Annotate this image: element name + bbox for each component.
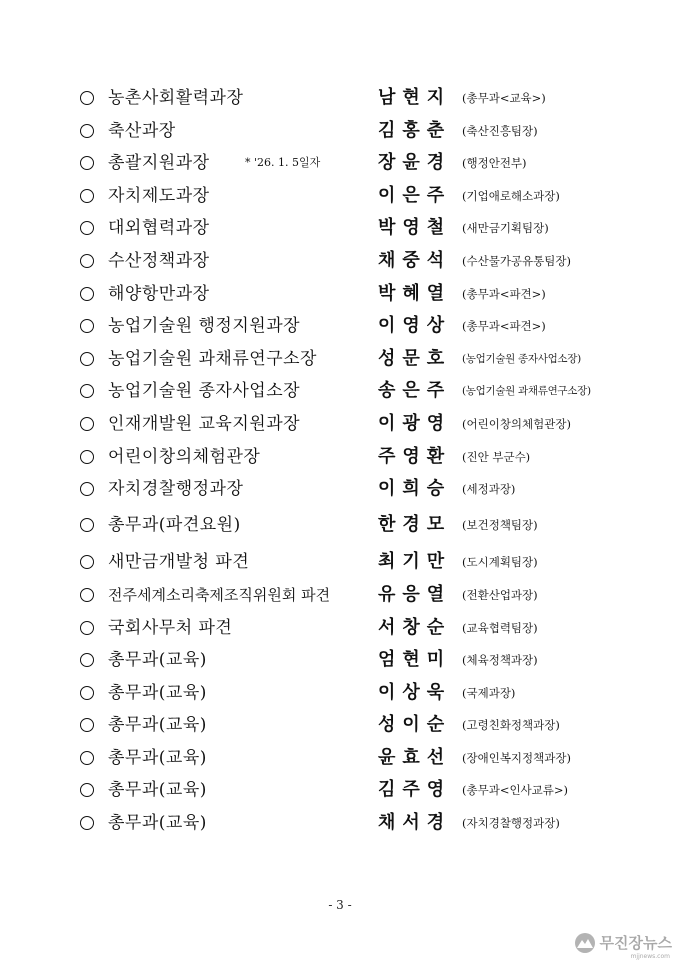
appointee-name: 성이순	[378, 714, 452, 736]
appointee-name: 채중석	[378, 249, 452, 271]
circle-bullet-icon	[80, 588, 94, 602]
previous-post: (어린이창의체험관장)	[462, 416, 571, 431]
position-title: 국회사무처 파견	[108, 617, 233, 638]
circle-bullet-icon	[80, 156, 94, 170]
list-item	[0, 345, 680, 378]
position-title: 총무과(교육)	[108, 682, 207, 703]
circle-bullet-icon	[80, 319, 94, 333]
mountain-logo-icon	[574, 932, 596, 954]
list-item	[0, 443, 680, 476]
list-item	[0, 809, 680, 842]
list-item	[0, 377, 680, 410]
previous-post: (총무과<인사교류>)	[462, 783, 569, 798]
appointee-name: 채서경	[378, 812, 452, 834]
circle-bullet-icon	[80, 417, 94, 431]
position-title: 전주세계소리축제조직위원회 파견	[108, 585, 331, 604]
position-title: 농업기술원 종자사업소장	[108, 381, 301, 402]
list-item	[0, 581, 680, 614]
circle-bullet-icon	[80, 783, 94, 797]
appointee-name: 박영철	[378, 217, 452, 239]
previous-post: (총무과<교육>)	[462, 91, 546, 105]
list-item	[0, 247, 680, 280]
appointee-name: 이광영	[378, 412, 452, 434]
circle-bullet-icon	[80, 189, 94, 203]
list-item	[0, 614, 680, 647]
circle-bullet-icon	[80, 482, 94, 496]
circle-bullet-icon	[80, 518, 94, 532]
circle-bullet-icon	[80, 686, 94, 700]
watermark-text: 무진장뉴스	[599, 934, 672, 952]
previous-post: (교육협력팀장)	[462, 620, 538, 635]
position-title: 총무과(교육)	[108, 650, 207, 671]
circle-bullet-icon	[80, 384, 94, 398]
position-title: 대외협력과장	[108, 218, 210, 239]
position-title: 농촌사회활력과장	[108, 88, 244, 108]
appointee-name: 김홍춘	[378, 119, 452, 141]
appointee-name: 서창순	[378, 616, 452, 638]
previous-post: (수산물가공유통팀장)	[462, 253, 571, 268]
previous-post: (체육정책과장)	[462, 653, 538, 668]
previous-post: (자치경찰행정과장)	[462, 816, 560, 831]
position-title: 총무과(교육)	[108, 747, 207, 768]
circle-bullet-icon	[80, 621, 94, 635]
position-title: 자치경찰행정과장	[108, 479, 244, 500]
list-item	[0, 149, 680, 182]
appointee-name: 이영상	[378, 315, 452, 337]
list-item	[0, 84, 680, 117]
appointee-name: 송은주	[378, 380, 452, 402]
list-item	[0, 475, 680, 508]
list-item	[0, 511, 680, 544]
list-item	[0, 280, 680, 313]
effective-date-note: * '26. 1. 5일자	[245, 156, 321, 170]
position-title: 농업기술원 과채류연구소장	[108, 348, 317, 369]
appointee-name: 이상욱	[378, 681, 452, 703]
previous-post: (세정과장)	[462, 482, 516, 497]
appointee-name: 장윤경	[378, 152, 452, 174]
list-item	[0, 312, 680, 345]
appointee-name: 성문호	[378, 347, 452, 369]
position-title: 총괄지원과장	[108, 153, 210, 174]
position-title: 새만금개발청 파견	[108, 552, 250, 573]
appointee-name: 박혜열	[378, 282, 452, 304]
appointee-name: 이은주	[378, 184, 452, 206]
position-title: 어린이창의체험관장	[108, 446, 261, 467]
circle-bullet-icon	[80, 751, 94, 765]
previous-post: (농업기술원 종자사업소장)	[462, 352, 581, 365]
appointee-name: 이희승	[378, 478, 452, 500]
circle-bullet-icon	[80, 287, 94, 301]
previous-post: (농업기술원 과채류연구소장)	[462, 385, 591, 398]
circle-bullet-icon	[80, 555, 94, 569]
circle-bullet-icon	[80, 718, 94, 732]
position-title: 총무과(교육)	[108, 780, 207, 801]
page-number: - 3 -	[328, 898, 352, 912]
appointee-name: 남현지	[378, 87, 452, 108]
appointee-name: 김주영	[378, 779, 452, 801]
previous-post: (진안 부군수)	[462, 449, 531, 464]
previous-post: (총무과<파견>)	[462, 286, 546, 301]
appointee-name: 엄현미	[378, 649, 452, 671]
list-item	[0, 117, 680, 150]
position-title: 농업기술원 행정지원과장	[108, 316, 301, 337]
previous-post: (새만금기획팀장)	[462, 221, 549, 236]
previous-post: (기업애로해소과장)	[462, 188, 560, 203]
list-item	[0, 182, 680, 215]
position-title: 해양항만과장	[108, 283, 210, 304]
watermark-url: mjjnews.com	[630, 953, 670, 960]
previous-post: (보건정책팀장)	[462, 517, 538, 532]
appointee-name: 주영환	[378, 445, 452, 467]
circle-bullet-icon	[80, 450, 94, 464]
list-item	[0, 214, 680, 247]
previous-post: (총무과<파견>)	[462, 319, 546, 334]
previous-post: (도시계획팀장)	[462, 555, 538, 570]
circle-bullet-icon	[80, 91, 94, 105]
circle-bullet-icon	[80, 352, 94, 366]
position-title: 인재개발원 교육지원과장	[108, 413, 301, 434]
previous-post: (전환산업과장)	[462, 587, 538, 602]
circle-bullet-icon	[80, 816, 94, 830]
list-item	[0, 548, 680, 581]
appointment-list	[0, 84, 680, 842]
position-title: 자치제도과장	[108, 185, 210, 206]
previous-post: (국제과장)	[462, 685, 516, 700]
list-item	[0, 711, 680, 744]
circle-bullet-icon	[80, 221, 94, 235]
appointee-name: 윤효선	[378, 746, 452, 768]
position-title: 총무과(교육)	[108, 813, 207, 834]
position-title: 총무과(파견요원)	[108, 514, 241, 535]
previous-post: (장애인복지정책과장)	[462, 750, 571, 765]
position-title: 수산정책과장	[108, 250, 210, 271]
appointee-name: 유응열	[378, 583, 452, 605]
previous-post: (축산진흥팀장)	[462, 123, 538, 138]
circle-bullet-icon	[80, 653, 94, 667]
appointee-name: 한경모	[378, 513, 452, 535]
previous-post: (행정안전부)	[462, 156, 527, 171]
circle-bullet-icon	[80, 124, 94, 138]
position-title: 축산과장	[108, 120, 176, 141]
position-title: 총무과(교육)	[108, 715, 207, 736]
list-item	[0, 776, 680, 809]
list-item	[0, 679, 680, 712]
circle-bullet-icon	[80, 254, 94, 268]
watermark	[574, 932, 672, 954]
previous-post: (고령친화정책과장)	[462, 718, 560, 733]
list-item	[0, 410, 680, 443]
appointee-name: 최기만	[378, 551, 452, 573]
list-item	[0, 744, 680, 777]
list-item	[0, 646, 680, 679]
